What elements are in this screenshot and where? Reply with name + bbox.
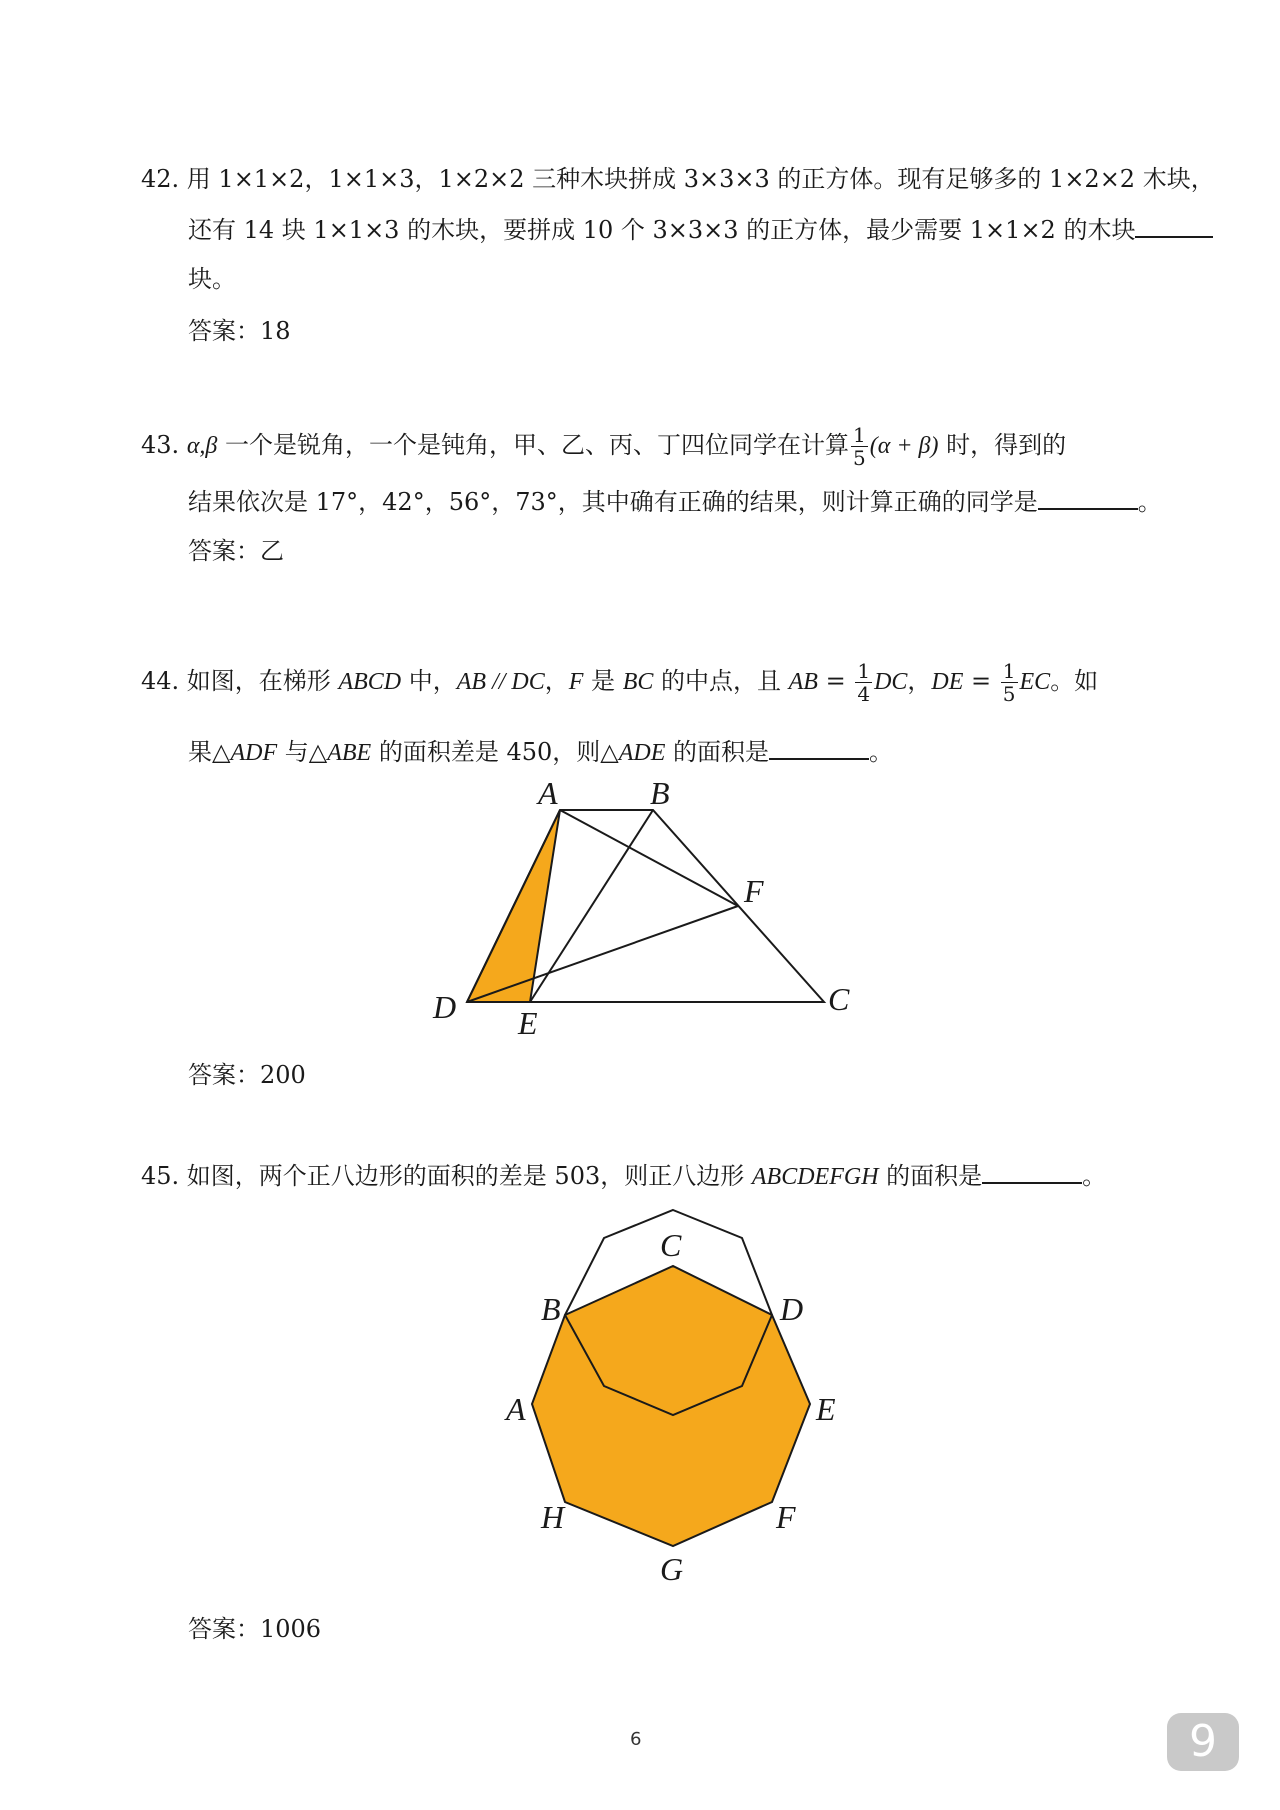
q43-text-1: 一个是锐角，一个是钝角，甲、乙、丙、丁四位同学在计算 [217,431,850,459]
q44-i2: AB // DC [456,669,545,695]
q44-line-1 [141,660,1098,705]
q45-answer-blank [982,1160,1082,1184]
q44-i4: BC [622,669,654,695]
q43-text-2: 时，得到的 [938,431,1067,459]
q44-i3: F [568,669,584,695]
q43-answer-blank [1038,486,1138,510]
q45-line-1 [141,1160,1106,1192]
label-f: F [744,873,764,909]
q43-frac-den: 5 [853,446,866,470]
q44-answer-blank [769,736,869,760]
trapezoid-figure [420,770,880,1050]
q44-eq-1: = [817,667,854,695]
label-a: A [538,775,558,811]
q44-l2f: ADE [618,740,666,766]
q44-l2e: 的面积差是 450，则△ [371,738,619,766]
q44-answer: 答案：200 [188,1061,306,1089]
q43-number: 43. [141,431,180,459]
q44-i7: DE [931,669,964,695]
q43-line-1 [141,424,1066,469]
q42-answer: 答案：18 [188,317,291,345]
q45-t3: 。 [1082,1162,1107,1190]
label-b: B [650,775,670,811]
q43-line-2-end: 。 [1137,488,1162,516]
q44-t1: 44. 如图，在梯形 [141,667,339,695]
q44-frac1-den: 4 [857,682,871,706]
q44-l2d: ABE [327,740,372,766]
q44-t2: 中， [401,667,457,695]
q44-t5: 的中点，且 [653,667,789,695]
q43-fraction [851,424,868,469]
label-f: F [776,1499,796,1535]
label-c: C [828,981,850,1017]
q44-l2a: 果△ [188,738,231,766]
q44-l2h: 。 [869,738,894,766]
q45-t1: 45. 如图，两个正八边形的面积的差是 503，则正八边形 [141,1162,752,1190]
label-d: D [780,1291,804,1327]
q44-i8: EC [1019,669,1051,695]
q42-line-2 [188,214,1213,245]
q44-t7: 。如 [1050,667,1099,695]
q42-answer-blank [1135,214,1213,238]
q42-line-1: 42. 用 1×1×2，1×1×3，1×2×2 三种木块拼成 3×3×3 的正方体。现有足够多的 1×2×2 木块， [141,165,1215,193]
octagon-figure [490,1198,850,1598]
q45-answer: 答案：1006 [188,1615,322,1643]
label-b: B [541,1291,561,1327]
q44-l2g: 的面积是 [665,738,770,766]
q43-line-2 [188,486,1162,517]
q43-expr: (α + β) [869,433,939,459]
q43-line-2-text: 结果依次是 17°，42°，56°，73°，其中确有正确的结果，则计算正确的同学是 [188,488,1038,516]
q44-fraction-2 [1001,660,1018,705]
label-c: C [660,1227,682,1263]
q44-frac2-num: 1 [1002,659,1016,683]
q44-line-2 [188,736,893,768]
q42-line-3: 块。 [188,265,236,293]
label-d: D [433,989,457,1025]
label-h: H [541,1499,565,1535]
q44-i5: AB [788,669,818,695]
q44-eq-2: = [963,667,999,695]
q43-answer: 答案：乙 [188,537,284,565]
q44-t3: ， [544,667,569,695]
label-g: G [660,1551,684,1587]
q44-frac2-den: 5 [1002,682,1016,706]
label-e: E [518,1005,538,1041]
q44-t4: 是 [583,667,623,695]
q43-frac-num: 1 [853,423,866,447]
page-number: 9 [630,1727,642,1748]
page-badge: 9 [1167,1713,1239,1771]
label-a: A [506,1391,526,1427]
q44-t6: ， [907,667,932,695]
q44-i6: DC [874,669,908,695]
q44-l2c: 与△ [277,738,328,766]
q44-i1: ABCD [338,669,402,695]
q44-frac1-num: 1 [857,659,871,683]
q44-fraction-1 [855,660,872,705]
q43-greek: α,β [186,433,218,459]
label-e: E [816,1391,836,1427]
q42-line-2-text: 还有 14 块 1×1×3 的木块，要拼成 10 个 3×3×3 的正方体，最少需要 1×1×2 的木块 [188,216,1136,244]
q45-t2: 的面积是 [878,1162,983,1190]
segment-af [560,810,738,906]
q44-l2b: ADF [230,740,278,766]
q45-i1: ABCDEFGH [751,1164,879,1190]
